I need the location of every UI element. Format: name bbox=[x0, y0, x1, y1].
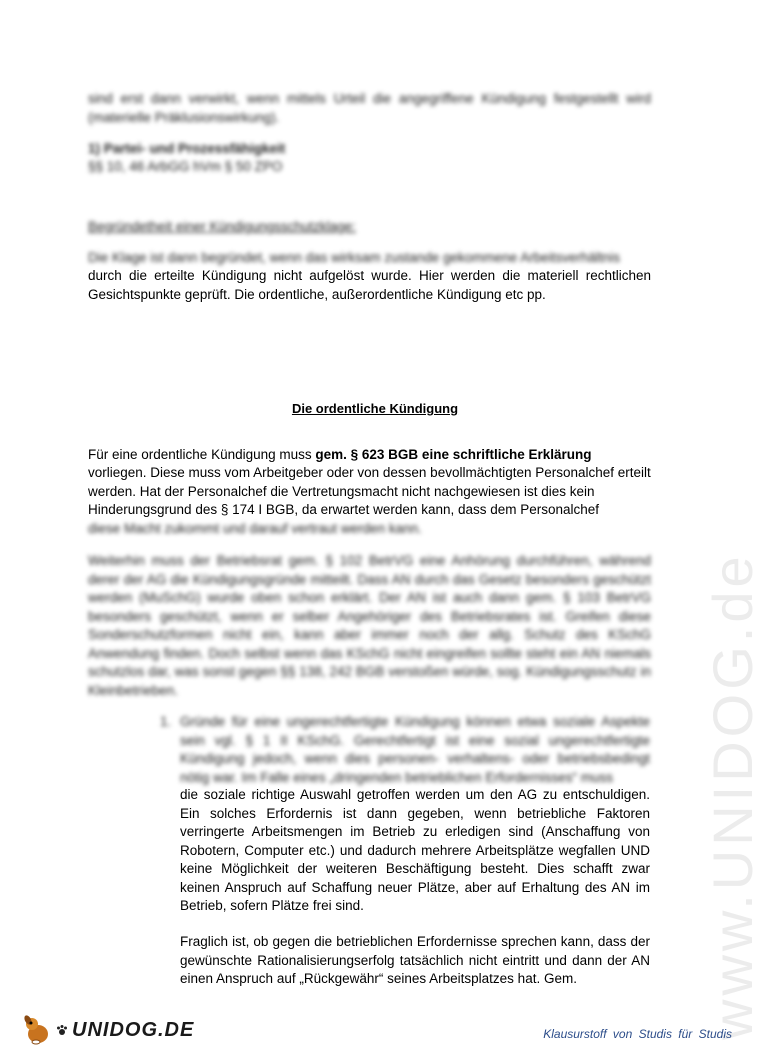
blurred-paragraph: Gründe für eine ungerechtfertigte Kündigung können etwa soziale Aspekte sein vgl. § 1 II KSchG. Gerechtfertigt ist eine sozial ungerechtfertigte Kündigung jedoch, wenn dies personen- verhaltens- oder betriebsbedingt nötig war. Im Falle eines „dringenden betrieblichen Erfordernisses“ muss bbox=[180, 714, 650, 785]
blurred-line: Die Klage ist dann begründet, wenn das wirksam zustande gekommene Arbeitsverhältnis bbox=[88, 250, 621, 265]
section-heading: Die ordentliche Kündigung bbox=[291, 401, 459, 416]
bold-text: gem. § 623 BGB eine schriftliche Erklärung bbox=[315, 447, 592, 462]
list-item-text: Fraglich ist, ob gegen die betrieblichen Erfordernisse sprechen kann, dass der gewünschte Rationalisierungserfolg tatsächlich nicht eintritt und dann der AN einen Anspruch auf „Rückgewähr“ seines Arbeitsplatzes hat. Gem. bbox=[180, 934, 650, 986]
paragraph-formal-requirement bbox=[88, 446, 651, 519]
list-item-text: die soziale richtige Auswahl getroffen werden um den AG zu entschuldigen. Ein solches Erfordernis ist dann gegeben, wenn betriebliche Faktoren verringerte Arbeitsmengen im Betrieb zu erledigen sind (Anschaffung von Robotern, Computer etc.) und dadurch mehrere Arbeitsplätze wegfallen UND keine Möglichkeit der weiteren Beschäftigung besteht. Dies schafft zwar keinen Anspruch auf Schaffung neuer Plätze, aber auf Erhaltung des AN im Betrieb, sofern Plätze frei sind. bbox=[180, 787, 650, 913]
unidog-logo bbox=[20, 1010, 194, 1050]
blurred-paragraph: sind erst dann verwirkt, wenn mittels Urteil die angegriffene Kündigung festgestellt wird (materielle Präklusionswirkung). bbox=[88, 91, 651, 125]
footer-tagline: Klausurstoff von Studis für Studis bbox=[543, 1027, 732, 1041]
text-line: Gesichtspunkte geprüft. Die ordentliche, außerordentliche Kündigung etc pp. bbox=[88, 287, 546, 302]
paragraph-text: vorliegen. Diese muss vom Arbeitgeber oder von dessen bevollmächtigten Personalchef erteilt werden. Hat der Personalchef die Vertretungsmacht nicht nachgewiesen ist dies kein Hinderungsgrund des § 174 I BGB, da erwartet werden kann, dass dem Personalchef bbox=[88, 465, 651, 517]
list-number: 1. bbox=[160, 714, 172, 729]
logo-text: UNIDOG.DE bbox=[72, 1018, 195, 1041]
section-title-party: 1) Partei- und Prozessfähigkeit bbox=[88, 141, 286, 156]
paragraph-text: Für eine ordentliche Kündigung muss bbox=[88, 447, 316, 462]
blurred-line: diese Macht zukommt und darauf vertraut werden kann. bbox=[88, 521, 422, 536]
text-line: durch die erteilte Kündigung nicht aufgelöst wurde. Hier werden die materiell rechtlichen bbox=[88, 268, 651, 283]
blurred-paragraph: Weiterhin muss der Betriebsrat gem. § 102 BetrVG eine Anhörung durchführen, während derer der AG die Kündigungsgründe mitteilt. Dass AN durch das Gesetz besonders geschützt werden (MuSchG) wurde oben schon erklärt. Der AN ist auch dann gem. § 103 BetrVG besonders geschützt, wenn er selber Angehöriger des Betriebsrates ist. Greifen diese Sonderschutzformen nicht ein, kann aber immer noch der allg. Schutz des KSchG Anwendung finden. Doch selbst wenn das KSchG nicht eingreifen sollte steht ein AN niemals schutzlos dar, was sonst gegen §§ 138, 242 BGB verstoßen würde, sog. Kündigungsschutz in Kleinbetrieben. bbox=[88, 553, 651, 698]
dog-icon bbox=[20, 1012, 56, 1048]
watermark: www.UNIDOG.de bbox=[701, 552, 764, 1040]
legal-refs: §§ 10, 46 ArbGG hVm § 50 ZPO bbox=[88, 159, 283, 174]
paw-icon bbox=[56, 1024, 68, 1036]
section-title-merits: Begründetheit einer Kündigungsschutzklage: bbox=[88, 219, 356, 234]
